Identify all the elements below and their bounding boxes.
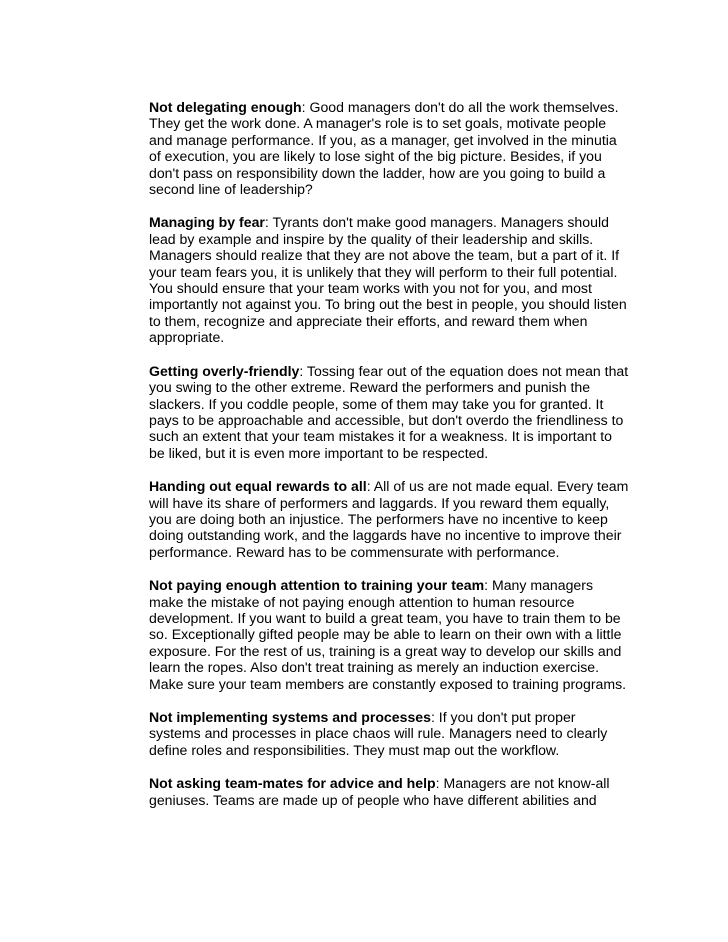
paragraph-text: : If you don't put proper systems and processes in place chaos will rule. Managers need to clearly define roles and responsibilities. They must map out the workflow.	[149, 709, 608, 758]
paragraph-term: Not asking team-mates for advice and help	[149, 775, 436, 792]
paragraph-text: : All of us are not made equal. Every team will have its share of performers and laggards. If you reward them equally, you are doing both an injustice. The performers have no incentive to keep doing outstanding work, and the laggards have no incentive to improve their performance. Reward has to be commensurate with performance.	[149, 478, 629, 560]
paragraph-term: Not implementing systems and processes	[149, 709, 431, 725]
paragraph-training	[149, 577, 629, 692]
paragraph-text: : Good managers don't do all the work themselves. They get the work done. A manager's role is to set goals, motivate people and manage performance. If you, as a manager, get involved in the minutia of execution, you are likely to lose sight of the big picture. Besides, if you don't pass on responsibility down the ladder, how are you going to build a second line of leadership?	[149, 99, 619, 198]
paragraph-text: : Many managers make the mistake of not paying enough attention to human resource development. If you want to build a great team, you have to train them to be so. Exceptionally gifted people may be able to learn on their own with a little exposure. For the rest of us, training is a great way to develop our skills and learn the ropes. Also don't treat training as merely an induction exercise. Make sure your team members are constantly exposed to training programs.	[149, 577, 627, 692]
paragraph-text: : Tyrants don't make good managers. Managers should lead by example and inspire by the quality of their leadership and skills. Managers should realize that they are not above the team, but a part of it. If your team fears you, it is unlikely that they will perform to their full potential. You should ensure that your team works with you not for you, and most importantly not against you. To bring out the best in people, you should listen to them, recognize and appreciate their efforts, and reward them when appropriate.	[149, 214, 627, 346]
paragraph-term: Not paying enough attention to training your team	[149, 577, 485, 594]
paragraph-equal-rewards	[149, 478, 629, 560]
paragraph-text: : Managers are not know-all geniuses. Teams are made up of people who have different abilities and	[149, 775, 610, 808]
document-page	[149, 99, 629, 825]
paragraph-overly-friendly	[149, 363, 629, 461]
paragraph-managing-by-fear	[149, 214, 629, 345]
paragraph-term: Handing out equal rewards to all	[149, 478, 367, 495]
paragraph-systems-processes	[149, 709, 629, 758]
paragraph-asking-advice	[149, 775, 629, 808]
paragraph-text: : Tossing fear out of the equation does not mean that you swing to the other extreme. Reward the performers and punish the slackers. If you coddle people, some of them may take you for granted. It pays to be approachable and accessible, but don't overdo the friendliness to such an extent that your team mistakes it for a weakness. It is important to be liked, but it is even more important to be respected.	[149, 362, 629, 461]
paragraph-not-delegating	[149, 99, 629, 197]
paragraph-term: Getting overly-friendly	[149, 362, 300, 379]
paragraph-term: Not delegating enough	[149, 99, 302, 115]
paragraph-term: Managing by fear	[149, 214, 265, 231]
